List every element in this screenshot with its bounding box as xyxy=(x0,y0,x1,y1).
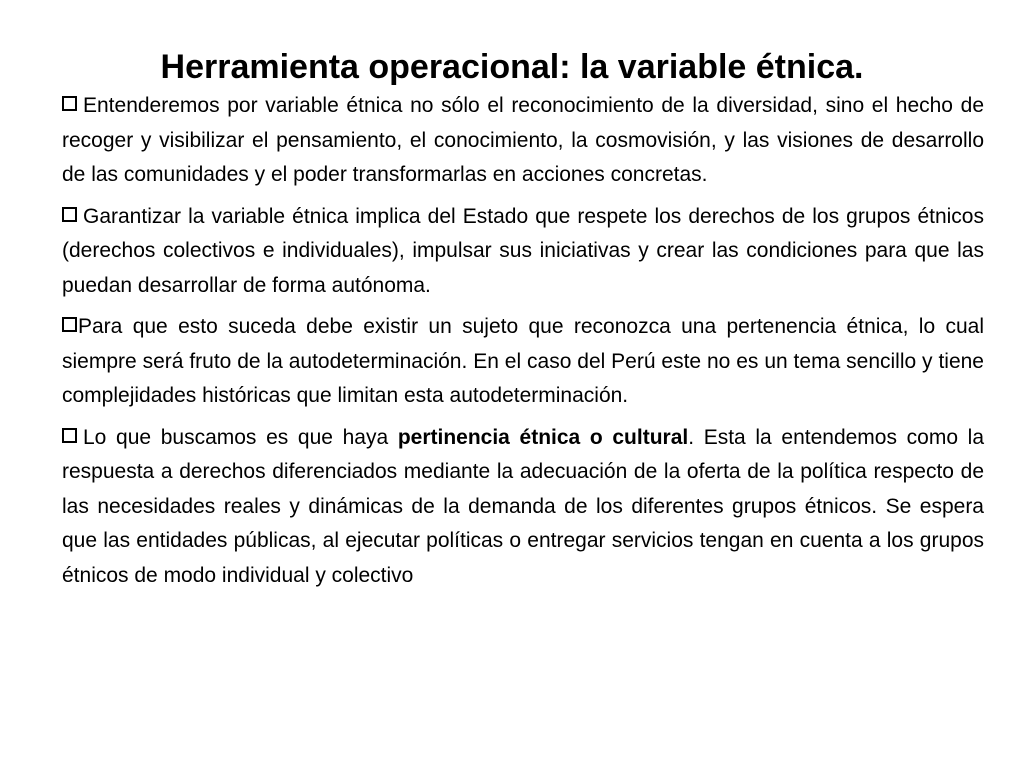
checkbox-icon xyxy=(62,428,77,443)
bullet-text: Entenderemos por variable étnica no sólo el reconocimiento de la diversidad, sino el hecho de recoger y visibilizar el pensamiento, el conocimiento, la cosmovisión, y las visiones de desarrollo de las comunidades y el poder transformarlas en acciones concretas. xyxy=(62,94,984,186)
bullet-text-before: Lo que buscamos es que haya xyxy=(83,425,398,449)
bullet-item-1 xyxy=(62,89,984,193)
bullet-text: Para que esto suceda debe existir un sujeto que reconozca una pertenencia étnica, lo cual siempre será fruto de la autodeterminación. En el caso del Perú este no es un tema sencillo y tiene complejidades históricas que limitan esta autodeterminación. xyxy=(62,315,984,407)
bullet-item-3 xyxy=(62,310,984,414)
bullet-text-after: . Esta la entendemos como la respuesta a derechos diferenciados mediante la adecuación de la oferta de la política respecto de las necesidades reales y dinámicas de la demanda de los diferentes grupos étnicos. Se espera que las entidades públicas, al ejecutar políticas o entregar servicios tengan en cuenta a los grupos étnicos de modo individual y colectivo xyxy=(62,425,984,587)
bullet-list xyxy=(62,89,984,600)
bullet-item-2 xyxy=(62,200,984,304)
slide-title: Herramienta operacional: la variable étnica. xyxy=(160,47,864,86)
bullet-text: Garantizar la variable étnica implica del Estado que respete los derechos de los grupos étnicos (derechos colectivos e individuales), impulsar sus iniciativas y crear las condiciones para que las puedan desarrollar de forma autónoma. xyxy=(62,204,984,297)
bullet-item-4 xyxy=(62,421,984,594)
bullet-text-bold: pertinencia étnica o cultural xyxy=(397,425,689,449)
checkbox-icon xyxy=(62,317,77,332)
checkbox-icon xyxy=(62,207,77,222)
checkbox-icon xyxy=(62,96,77,111)
